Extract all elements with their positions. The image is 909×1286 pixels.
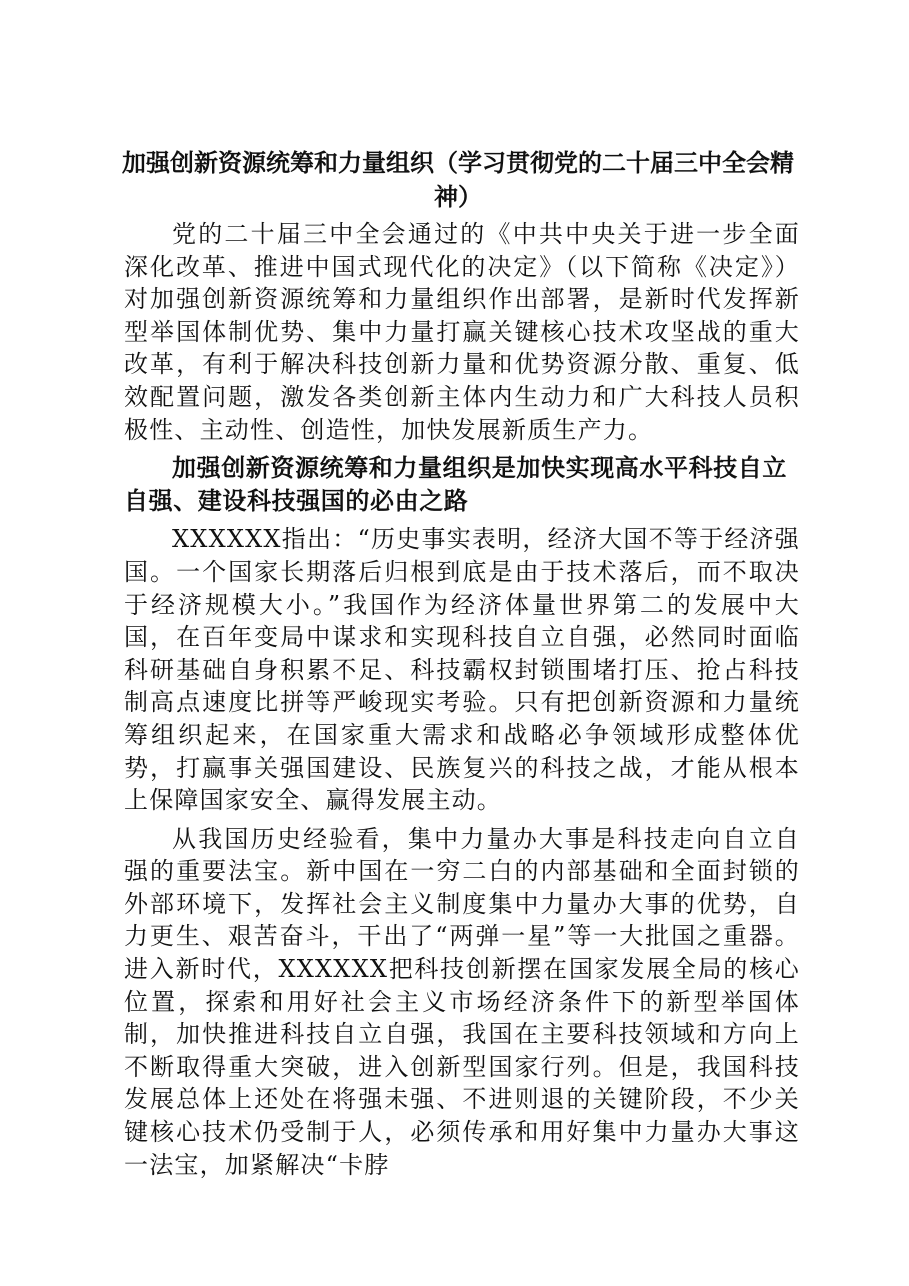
body-paragraph: XXXXXX指出：“历史事实表明，经济大国不等于经济强国。一个国家长期落后归根到底是由于技术落后，而不取决于经济规模大小。”我国作为经济体量世界第二的发展中大国，在百年变局中谋求和实现科技自立自强，必然同时面临科研基础自身积累不足、科技霸权封锁围堵打压、抢占科技制高点速度比拼等严峻现实考验。只有把创新资源和力量统筹组织起来，在国家重大需求和战略必争领域形成整体优势，打赢事关强国建设、民族复兴的科技之战，才能从根本上保障国家安全、赢得发展主动。 — [124, 525, 800, 815]
document-body — [124, 218, 800, 1181]
body-paragraph: 从我国历史经验看，集中力量办大事是科技走向自立自强的重要法宝。新中国在一穷二白的内部基础和全面封锁的外部环境下，发挥社会主义制度集中力量办大事的优势，自力更生、艰苦奋斗，干出了“两弹一星”等一大批国之重器。进入新时代，XXXXXX把科技创新摆在国家发展全局的核心位置，探索和用好社会主义市场经济条件下的新型举国体制，加快推进科技自立自强，我国在主要科技领域和方向上不断取得重大突破，进入创新型国家行列。但是，我国科技发展总体上还处在将强未强、不进则退的关键阶段，不少关键核心技术仍受制于人，必须传承和用好集中力量办大事这一法宝，加紧解决“卡脖 — [124, 824, 800, 1179]
section-heading: 加强创新资源统筹和力量组织是加快实现高水平科技自立自强、建设科技强国的必由之路 — [124, 454, 787, 515]
intro-paragraph: 党的二十届三中全会通过的《中共中央关于进一步全面深化改革、推进中国式现代化的决定》（以下简称《决定》）对加强创新资源统筹和力量组织作出部署，是新时代发挥新型举国体制优势、集中力量打赢关键核心技术攻坚战的重大改革，有利于解决科技创新力量和优势资源分散、重复、低效配置问题，激发各类创新主体内生动力和广大科技人员积极性、主动性、创造性，加快发展新质生产力。 — [124, 220, 800, 444]
document-title: 加强创新资源统筹和力量组织（学习贯彻党的二十届三中全会精神） — [122, 149, 794, 211]
